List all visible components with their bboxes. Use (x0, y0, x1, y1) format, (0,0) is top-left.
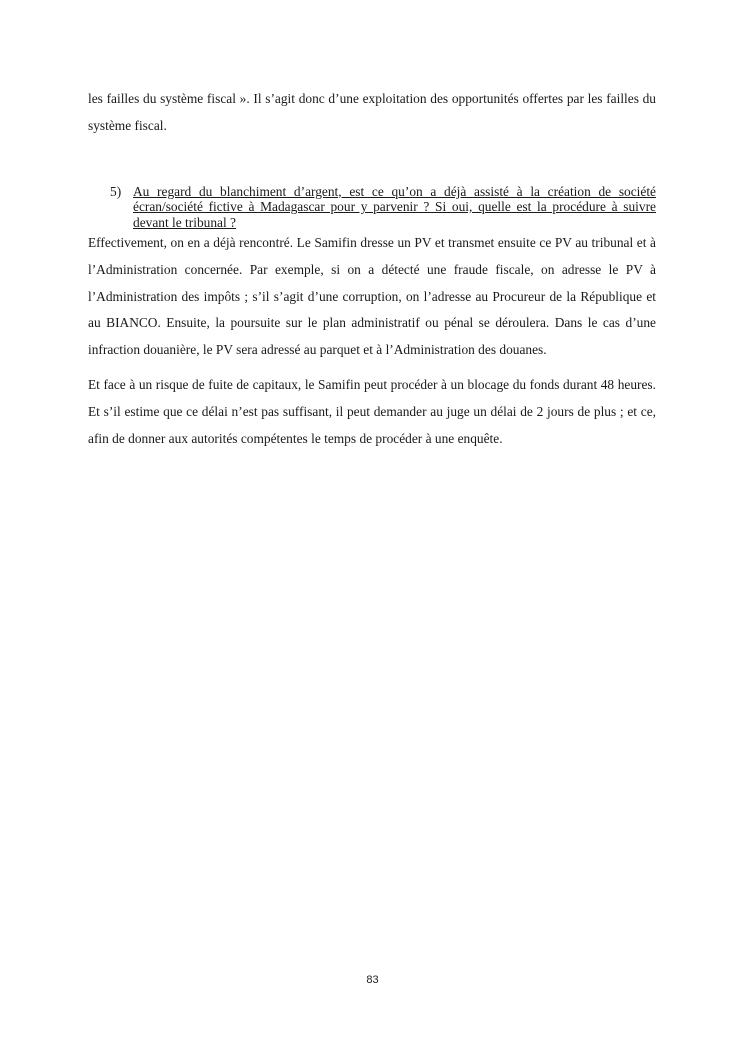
page-number: 83 (366, 974, 379, 986)
question-number: 5) (110, 183, 122, 199)
answer-paragraph-2: Et face à un risque de fuite de capitaux, le Samifin peut procéder à un blocage du fonds durant 48 heures. Et s’il estime que ce délai n’est pas suffisant, il peut demander au juge un délai de 2 jours de plus ; et ce, afin de donner aux autorités compétentes le temps de procéder à une enquête. (88, 377, 656, 446)
intro-paragraph: les failles du système fiscal ». Il s’agit donc d’une exploitation des opportunités offertes par les failles du système fiscal. (88, 91, 656, 133)
interview-question (88, 184, 656, 231)
page-content (88, 86, 656, 452)
question-number-cell (88, 184, 133, 231)
answer-paragraph-1: Effectivement, on en a déjà rencontré. Le Samifin dresse un PV et transmet ensuite ce PV au tribunal et à l’Administration concernée. Par exemple, si on a détecté une fraude fiscale, on adresse le PV à l’Administration des impôts ; s’il s’agit d’une corruption, on l’adresse au Procureur de la République et au BIANCO. Ensuite, la poursuite sur le plan administratif ou pénal se déroulera. Dans le cas d’une infraction douanière, le PV sera adressé au parquet et à l’Administration des douanes. (88, 235, 656, 358)
question-text: Au regard du blanchiment d’argent, est ce qu’on a déjà assisté à la création de société écran/société fictive à Madagascar pour y parvenir ? Si oui, quelle est la procédure à suivre devant le tribunal ? (133, 183, 656, 230)
